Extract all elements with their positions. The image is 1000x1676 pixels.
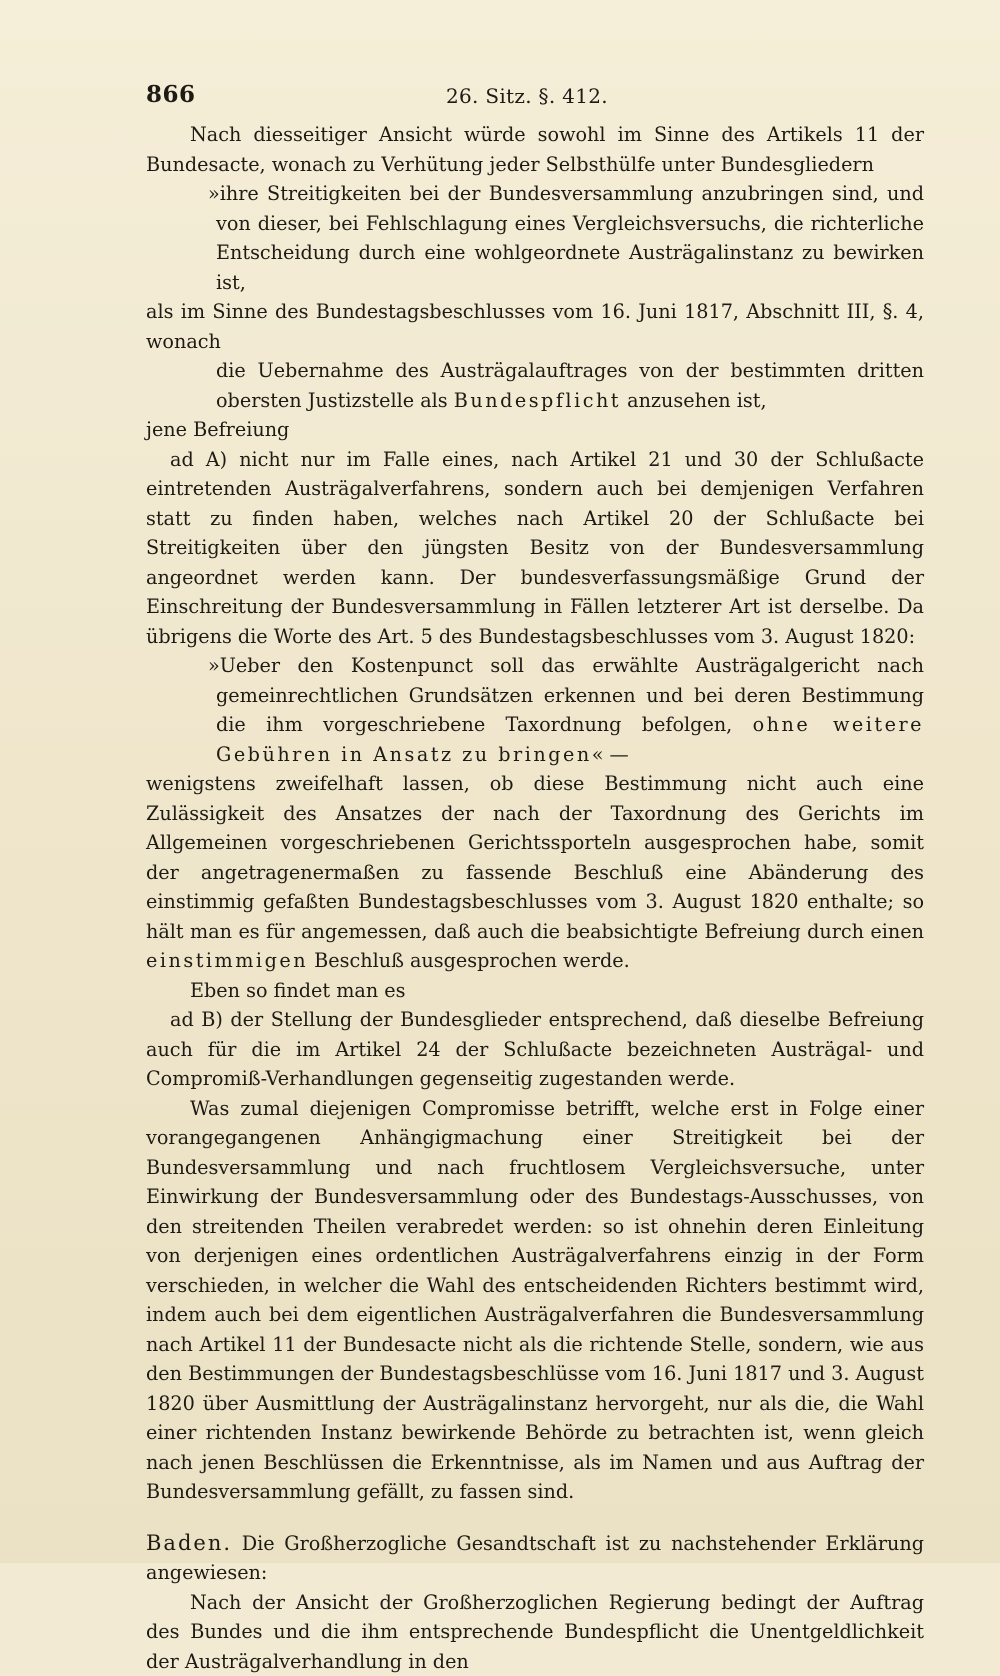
quote-resolution-1817-end: anzusehen ist, [621,389,767,412]
paragraph-4-text: wenigstens zweifelhaft lassen, ob diese Bestimmung nicht auch eine Zulässigkeit des Ansatzes der nach der Taxordnung des Gerichts im Allgemeinen vorgeschriebenen Gerichtssporteln ausgesprochen habe, somit der angetragenermaßen zu fassende Beschluß eine Abänderung des einstimmig gefaßten Bundestagsbeschlusses vom 3. August 1820 enthalte; so hält man es für angemessen, daß auch die beabsichtigte Befreiung durch einen [146,772,924,943]
emphasis-einstimmigen: einstimmigen [146,949,308,972]
paragraph-compromisse: Was zumal diejenigen Compromisse betrifft, welche erst in Folge einer vorangegangenen Anhängigmachung einer Streitigkeit bei der Bundesversammlung und nach fruchtlosem Vergleichsversuche, unter Einwirkung der Bundesversammlung oder des Bundestags-Ausschusses, von den streitenden Theilen verabredet werden: so ist ohnehin deren Einleitung von derjenigen eines ordentlichen Austrägalverfahrens einzig in der Form verschieden, in welcher die Wahl des entscheidenden Richters bestimmt wird, indem auch bei dem eigentlichen Austrägalverfahren die Bundesversammlung nach Artikel 11 der Bundesacte nicht als die richtende Stelle, sondern, wie aus den Bestimmungen der Bundestagsbeschlüsse vom 16. Juni 1817 und 3. August 1820 über Ausmittlung der Austrägalinstanz hervorgeht, nur als die, die Wahl einer richtenden Instanz bewirkende Behörde zu betrachten ist, wenn gleich nach jenen Beschlüssen die Erkenntnisse, als im Namen und aus Auftrag der Bundesversammlung gefällt, zu fassen sind. [146,1094,924,1507]
quote-article-11: »ihre Streitigkeiten bei der Bundesversammlung anzubringen sind, und von dieser, bei Fehlschlagung eines Vergleichsversuchs, die richterliche Entscheidung durch eine wohlgeordnete Austrägalinstanz zu bewirken ist, [146,179,924,297]
quote-resolution-1820-end: « — [592,743,629,766]
paragraph-baden [146,1529,924,1588]
quote-resolution-1817-text: die Uebernahme des Austrägalauftrages von der bestimmten dritten obersten Justizstelle als [216,359,924,412]
paragraph-5: Eben so findet man es [146,976,924,1006]
page-header [146,82,924,116]
party-name-baden: Baden. [146,1531,232,1555]
section-gap [146,1507,924,1529]
emphasis-bundespflicht: Bundespflicht [454,389,621,412]
quote-resolution-1820-text: »Ueber den Kostenpunct soll das erwählte Austrägalgericht nach gemeinrechtlichen Grundsätzen erkennen und bei deren Bestimmung die ihm vorgeschriebene Taxordnung befolgen, [208,654,924,736]
quote-resolution-1820 [146,651,924,769]
paragraph-baden-declaration: Nach der Ansicht der Großherzoglichen Regierung bedingt der Auftrag des Bundes und die ihm entsprechende Bundespflicht die Unentgeldlichkeit der Austrägalverhandlung in den [146,1588,924,1676]
paragraph-baden-text: Die Großherzogliche Gesandtschaft ist zu nachstehender Erklärung angewiesen: [146,1532,924,1585]
paragraph-2: als im Sinne des Bundestagsbeschlusses vom 16. Juni 1817, Abschnitt III, §. 4, wonach [146,297,924,356]
emphasis-ohne-weitere-gebuehren: ohne weitere Gebühren in Ansatz zu bringen [216,713,924,766]
paragraph-ad-b: ad B) der Stellung der Bundesglieder entsprechend, daß dieselbe Befreiung auch für die im Artikel 24 der Schlußacte bezeichneten Austrägal- und Compromiß-Verhandlungen gegenseitig zugestanden werde. [146,1005,924,1094]
page-number: 866 [146,80,196,110]
paragraph-3: jene Befreiung [146,415,924,445]
paragraph-4-end: Beschluß ausgesprochen werde. [308,949,630,972]
paragraph-1: Nach diesseitiger Ansicht würde sowohl im Sinne des Artikels 11 der Bundesacte, wonach zu Verhütung jeder Selbsthülfe unter Bundesgliedern [146,120,924,179]
running-head: 26. Sitz. §. 412. [446,82,608,112]
quote-resolution-1817 [146,356,924,415]
paragraph-4 [146,769,924,976]
paragraph-ad-a: ad A) nicht nur im Falle eines, nach Artikel 21 und 30 der Schlußacte eintretenden Austrägalverfahrens, sondern auch bei demjenigen Verfahren statt zu finden haben, welches nach Artikel 20 der Schlußacte bei Streitigkeiten über den jüngsten Besitz von der Bundesversammlung angeordnet werden kann. Der bundesverfassungsmäßige Grund der Einschreitung der Bundesversammlung in Fällen letzterer Art ist derselbe. Da übrigens die Worte des Art. 5 des Bundestagsbeschlusses vom 3. August 1820: [146,445,924,652]
